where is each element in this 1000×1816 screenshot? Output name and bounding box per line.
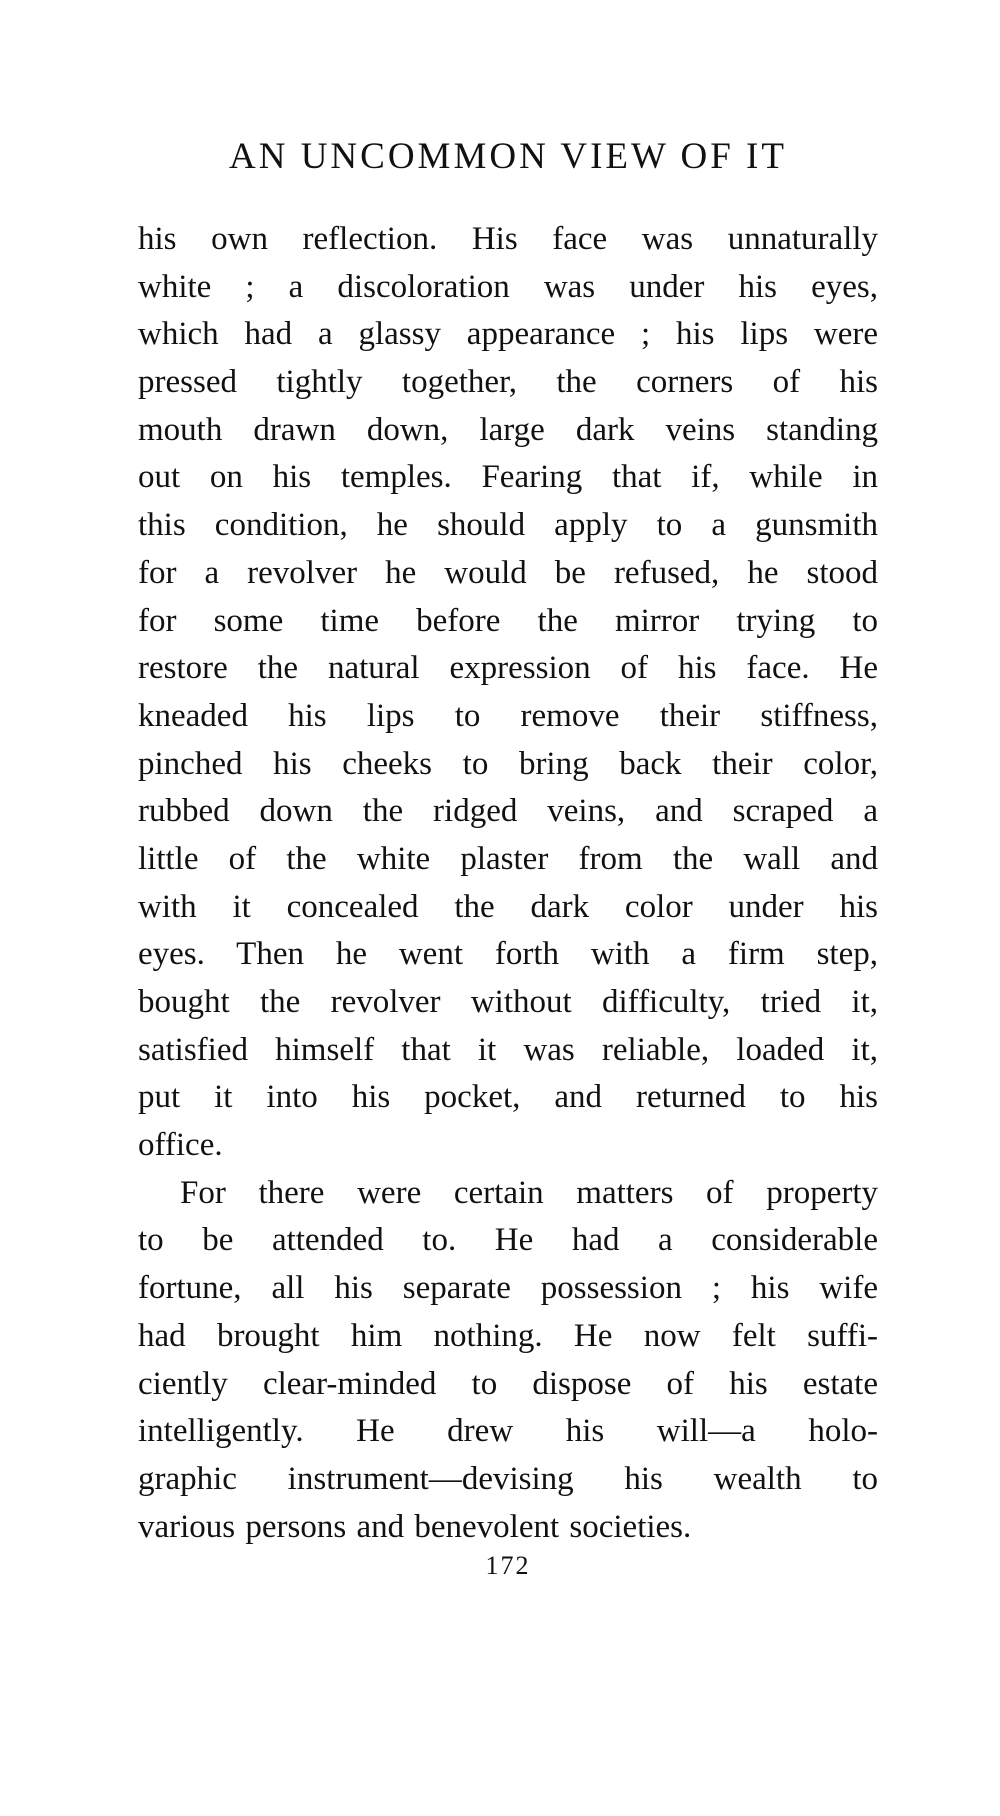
text-line: fortune, all his separate possession ; his wife — [138, 1270, 878, 1307]
text-line: rubbed down the ridged veins, and scraped a — [138, 793, 878, 830]
text-line: this condition, he should apply to a gunsmith — [138, 507, 878, 544]
text-line: pressed tightly together, the corners of his — [138, 364, 878, 401]
body-text — [138, 216, 878, 1551]
text-line: eyes. Then he went forth with a firm step, — [138, 936, 878, 973]
text-line: intelligently. He drew his will—a holo- — [138, 1413, 878, 1450]
text-line: white ; a discoloration was under his eyes, — [138, 268, 878, 305]
text-line: which had a glassy appearance ; his lips were — [138, 316, 878, 353]
text-line: various persons and benevolent societies. — [138, 1508, 692, 1545]
text-line: office. — [138, 1127, 223, 1164]
text-line: kneaded his lips to remove their stiffness, — [138, 697, 878, 734]
text-line: had brought him nothing. He now felt suffi- — [138, 1317, 878, 1354]
text-line: put it into his pocket, and returned to his — [138, 1079, 878, 1116]
text-line: For there were certain matters of property — [180, 1174, 878, 1211]
page-number: 172 — [485, 1551, 531, 1580]
text-line: little of the white plaster from the wall and — [138, 840, 878, 877]
text-line: for some time before the mirror trying to — [138, 602, 878, 639]
text-line: graphic instrument—devising his wealth to — [138, 1460, 878, 1497]
text-line: his own reflection. His face was unnaturally — [138, 221, 878, 257]
text-line: pinched his cheeks to bring back their color, — [138, 745, 878, 782]
running-head: AN UNCOMMON VIEW OF IT — [229, 136, 787, 177]
text-line: out on his temples. Fearing that if, while in — [138, 459, 878, 496]
text-line: bought the revolver without difficulty, tried it, — [138, 984, 878, 1020]
text-line: restore the natural expression of his face. He — [138, 650, 878, 687]
paragraph-1 — [138, 216, 878, 1170]
text-line: for a revolver he would be refused, he stood — [138, 554, 878, 591]
text-line: mouth drawn down, large dark veins standing — [138, 411, 878, 448]
text-line: to be attended to. He had a considerable — [138, 1222, 878, 1259]
text-line: with it concealed the dark color under his — [138, 888, 878, 925]
text-line: ciently clear-minded to dispose of his estate — [138, 1365, 878, 1402]
paragraph-2 — [138, 1170, 878, 1552]
text-line: satisfied himself that it was reliable, loaded it, — [138, 1031, 878, 1068]
